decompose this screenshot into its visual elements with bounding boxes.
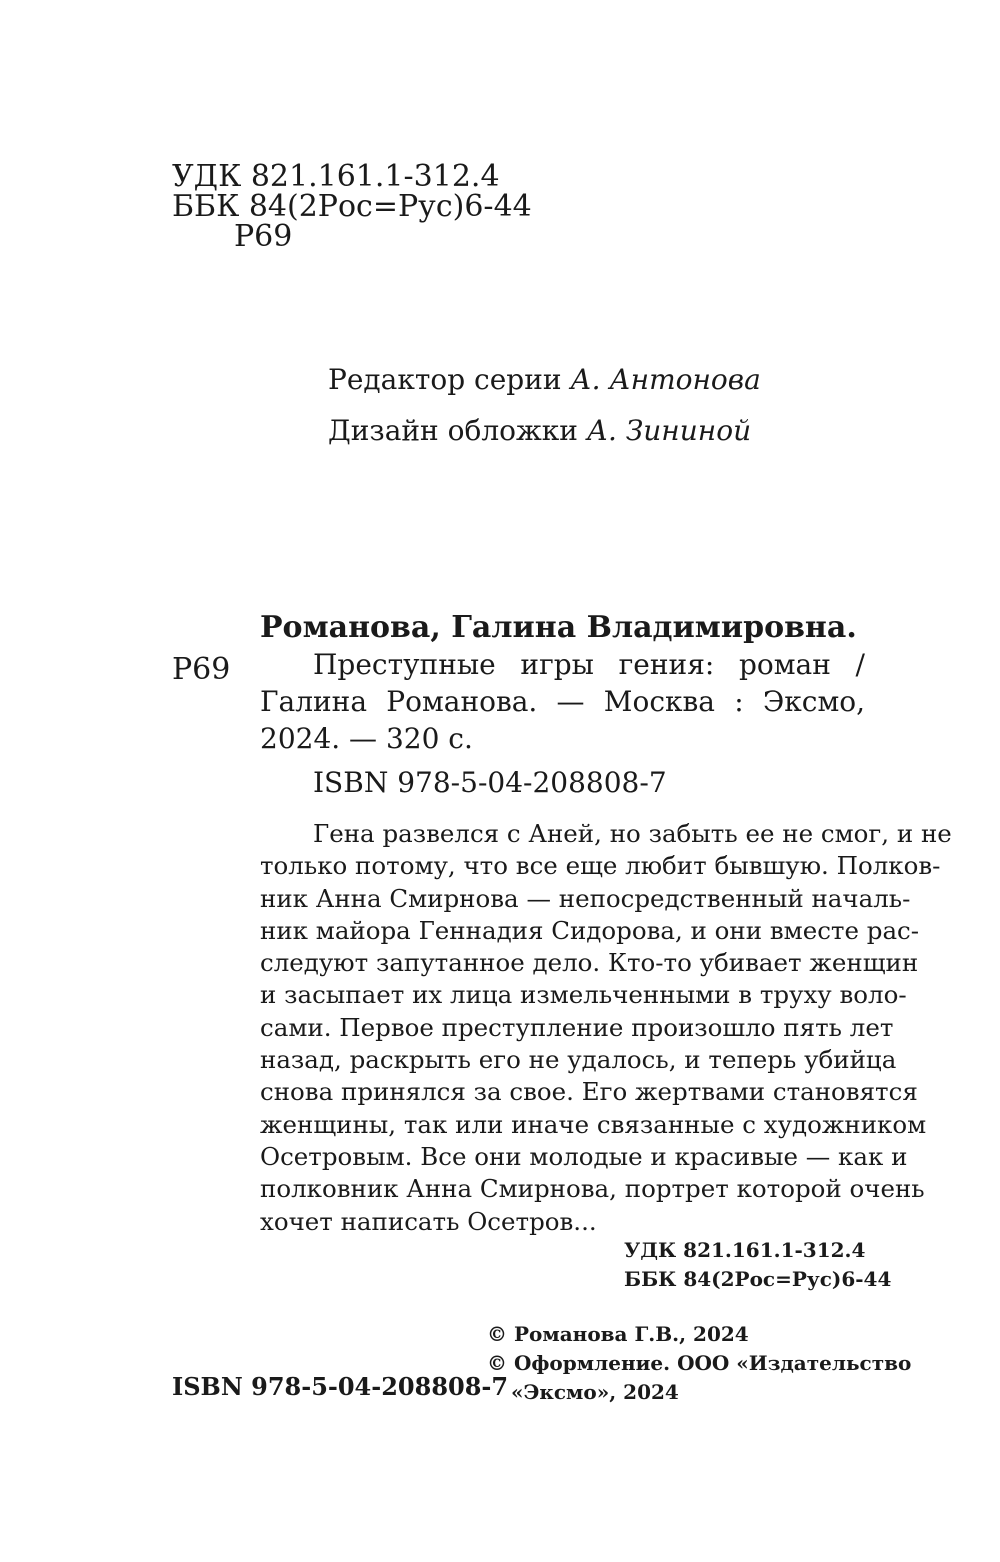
annotation-line: полковник Анна Смирнова, портрет которой очень [260, 1174, 925, 1204]
annotation-line: женщины, так или иначе связанные с художником [260, 1109, 927, 1139]
annotation-line: снова принялся за свое. Его жертвами становятся [260, 1077, 918, 1107]
biblio-line: 2024. — 320 с. [260, 722, 473, 755]
bbk-code: ББК 84(2Рос=Рус)6-44 [172, 189, 532, 224]
annotation-line: следуют запутанное дело. Кто-то убивает женщин [260, 948, 919, 978]
annotation-line: сами. Первое преступление произошло пять лет [260, 1012, 894, 1042]
credit-name: А. Антонова [570, 363, 761, 396]
annotation-line: назад, раскрыть его не удалось, и теперь убийца [260, 1045, 897, 1075]
series-editor-credit [328, 363, 761, 396]
annotation-line: и засыпает их лица измельченными в труху воло- [260, 980, 907, 1010]
udk-code: УДК 821.161.1-312.4 [172, 159, 500, 194]
bottom-classification-codes [624, 1236, 891, 1294]
bibliographic-description [260, 646, 865, 757]
annotation [260, 818, 952, 1238]
bottom-isbn: ISBN 978-5-04-208808-7 [172, 1372, 509, 1401]
catalog-author-mark: Р69 [172, 652, 231, 687]
credit-name: А. Зининой [586, 414, 752, 447]
biblio-line: Галина Романова. — Москва : Эксмо, [260, 685, 865, 718]
top-classification-codes [172, 159, 532, 254]
bbk-code: ББК 84(2Рос=Рус)6-44 [624, 1267, 892, 1291]
annotation-line: ник майора Геннадия Сидорова, и они вместе рас- [260, 915, 920, 945]
credit-role: Редактор серии [328, 363, 562, 396]
cover-design-credit [328, 414, 751, 447]
copyright-line: «Эксмо», 2024 [511, 1380, 679, 1404]
annotation-line: Гена развелся с Аней, но забыть ее не смог, и не [313, 819, 952, 848]
annotation-line: Осетровым. Все они молодые и красивые — как и [260, 1141, 908, 1171]
annotation-line: только потому, что все еще любит бывшую. Полков- [260, 851, 941, 881]
annotation-line: ник Анна Смирнова — непосредственный началь- [260, 883, 911, 913]
catalog-isbn: ISBN 978-5-04-208808-7 [313, 766, 667, 799]
copyright-block [487, 1320, 911, 1407]
copyright-line: © Романова Г.В., 2024 [487, 1322, 749, 1346]
biblio-line: Преступные игры гения: роман / [313, 648, 865, 681]
credit-role: Дизайн обложки [328, 414, 578, 447]
catalog-author: Романова, Галина Владимировна. [260, 610, 857, 645]
udk-code: УДК 821.161.1-312.4 [624, 1238, 866, 1262]
annotation-line: хочет написать Осетров... [260, 1206, 597, 1236]
author-mark: Р69 [234, 219, 293, 254]
copyright-line: © Оформление. ООО «Издательство [487, 1351, 912, 1375]
